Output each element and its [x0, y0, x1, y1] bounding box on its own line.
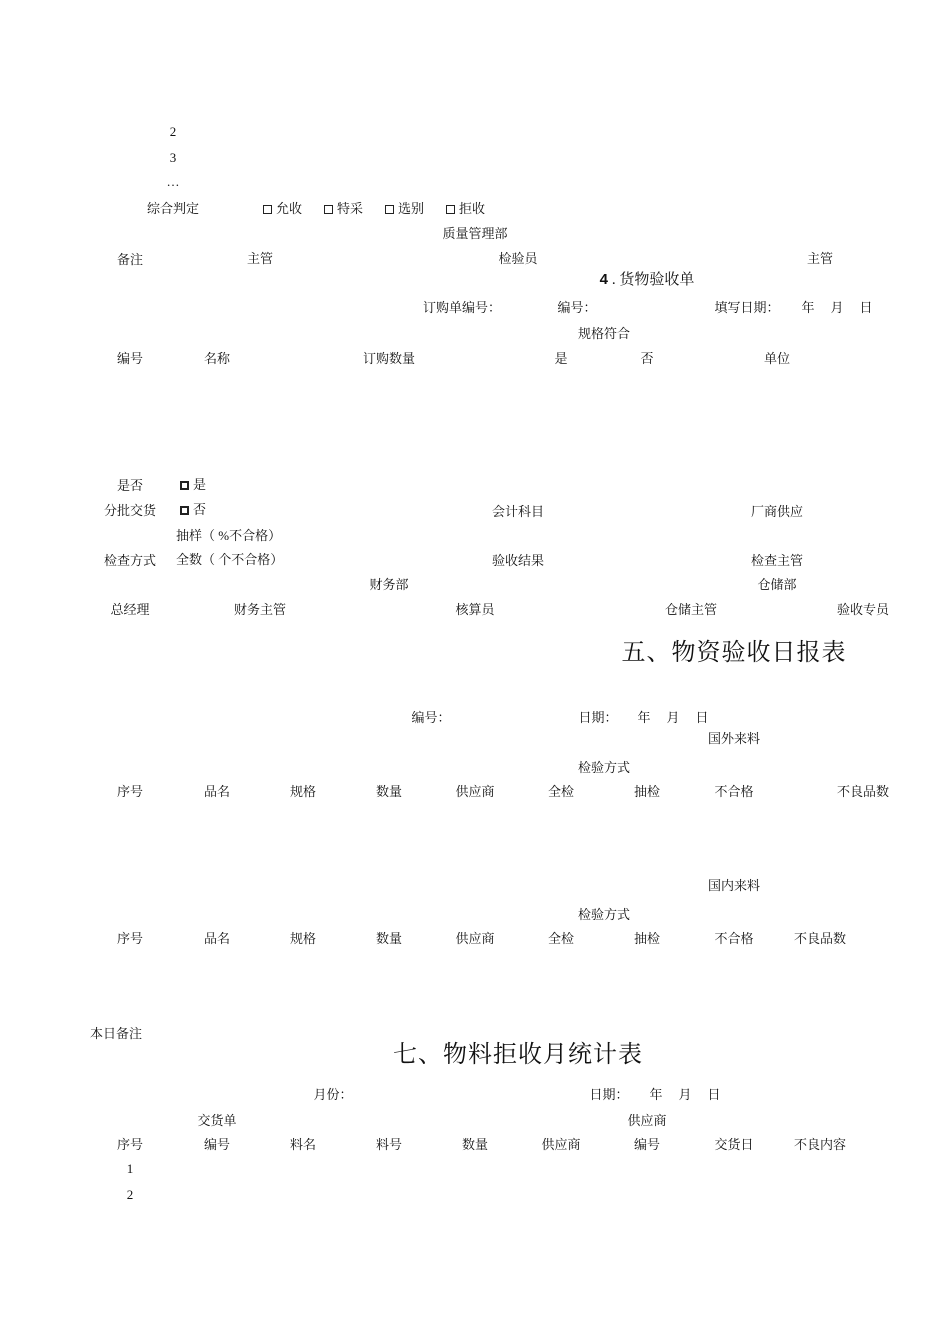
no-option[interactable]: 否	[180, 502, 206, 518]
stats-date-label: 日期：	[589, 1087, 629, 1102]
column-header: 料名	[289, 1137, 317, 1152]
column-header: 订购数量	[362, 351, 416, 366]
date-month: 月	[678, 1087, 692, 1102]
column-header: 否	[640, 351, 654, 366]
column-header: 序号	[116, 1137, 144, 1152]
form-number-label: 编号：	[557, 300, 597, 315]
column-header: 抽检	[633, 784, 661, 799]
option-special[interactable]: 特采	[324, 201, 363, 217]
date-month: 月	[666, 710, 680, 725]
signer-label: 仓储主管	[664, 602, 718, 617]
column-header: 编号	[116, 351, 144, 366]
date-month: 月	[830, 300, 844, 315]
column-header: 数量	[375, 784, 403, 799]
date-day: 日	[707, 1087, 721, 1102]
report-date-label: 日期：	[578, 710, 618, 725]
inspector-label: 检验员	[498, 251, 538, 266]
column-header: 交货日	[714, 1137, 754, 1152]
signer-label: 财务主管	[233, 602, 287, 617]
option-reject[interactable]: 拒收	[446, 201, 485, 217]
column-header: 不合格	[714, 931, 754, 946]
inspect-method-label: 检验方式	[577, 760, 631, 775]
section4-heading: 4 . 货物验收单	[599, 271, 695, 288]
column-header: 全检	[547, 931, 575, 946]
column-header: 不良内容	[793, 1137, 847, 1152]
date-day: 日	[859, 300, 873, 315]
date-year: 年	[637, 710, 651, 725]
full-count-label: 全数（ 个不合格）	[176, 552, 284, 567]
column-header: 序号	[116, 784, 144, 799]
section7-title: 七、物料拒收月统计表	[393, 1042, 643, 1068]
sampling-label: 抽样（ %不合格）	[176, 528, 282, 543]
column-header: 料号	[375, 1137, 403, 1152]
checkbox-icon[interactable]	[324, 205, 333, 214]
signer-label: 总经理	[110, 602, 150, 617]
signer-label: 验收专员	[836, 602, 890, 617]
section5-title: 五、物资验收日报表	[621, 640, 847, 666]
option-accept[interactable]: 允收	[263, 201, 302, 217]
warehouse-dept-label: 仓储部	[757, 577, 797, 592]
supplier-group-label: 供应商	[627, 1113, 667, 1128]
column-header: 全检	[547, 784, 575, 799]
supervisor-label: 主管	[246, 251, 274, 266]
column-header: 不合格	[714, 784, 754, 799]
table-row-number: 1	[126, 1161, 134, 1176]
column-header: 是	[554, 351, 568, 366]
remarks-label: 备注	[116, 252, 144, 267]
column-header: 不良品数	[793, 931, 847, 946]
account-subject-label: 会计科目	[491, 504, 545, 519]
judgment-options	[263, 201, 507, 217]
checkbox-icon[interactable]	[180, 506, 189, 515]
column-header: 品名	[203, 784, 231, 799]
inspect-supervisor-label: 检查主管	[750, 553, 804, 568]
month-label: 月份：	[313, 1087, 353, 1102]
column-header: 供应商	[455, 784, 495, 799]
column-header: 抽检	[633, 931, 661, 946]
fill-date-label: 填写日期：	[714, 300, 780, 315]
option-sort[interactable]: 选别	[385, 201, 424, 217]
date-year: 年	[649, 1087, 663, 1102]
foreign-material-label: 国外来料	[707, 731, 761, 746]
column-header: 数量	[375, 931, 403, 946]
yes-option[interactable]: 是	[180, 477, 206, 493]
column-header: 供应商	[541, 1137, 581, 1152]
finance-dept-label: 财务部	[369, 577, 409, 592]
table-row-number: 2	[126, 1187, 134, 1202]
spec-match-label: 规格符合	[577, 326, 631, 341]
checkbox-icon[interactable]	[263, 205, 272, 214]
checkbox-icon[interactable]	[446, 205, 455, 214]
section4-number: 4	[599, 271, 608, 288]
inspect-method-label: 检验方式	[577, 907, 631, 922]
daily-remarks-label: 本日备注	[90, 1026, 143, 1041]
column-header: 编号	[633, 1137, 661, 1152]
column-header: 供应商	[455, 931, 495, 946]
column-header: 不良品数	[836, 784, 890, 799]
delivery-note-label: 交货单	[197, 1113, 237, 1128]
section4-title: 货物验收单	[619, 272, 695, 288]
column-header: 编号	[203, 1137, 231, 1152]
inspect-method-label: 检查方式	[103, 553, 157, 568]
vendor-supply-label: 厂商供应	[750, 504, 804, 519]
date-year: 年	[801, 300, 815, 315]
po-number-label: 订购单编号：	[422, 300, 502, 315]
column-header: 数量	[461, 1137, 489, 1152]
column-header: 规格	[289, 784, 317, 799]
whether-label: 是否	[116, 478, 144, 493]
row-number: 3	[169, 150, 177, 165]
qc-dept-label: 质量管理部	[442, 226, 508, 241]
row-number: 2	[169, 124, 177, 139]
date-day: 日	[695, 710, 709, 725]
column-header: 名称	[203, 351, 231, 366]
signer-label: 核算员	[455, 602, 495, 617]
acceptance-result-label: 验收结果	[491, 553, 545, 568]
column-header: 序号	[116, 931, 144, 946]
domestic-material-label: 国内来料	[707, 878, 761, 893]
row-ellipsis: …	[166, 174, 180, 189]
batch-delivery-label: 分批交货	[103, 503, 157, 518]
checkbox-icon[interactable]	[385, 205, 394, 214]
column-header: 单位	[763, 351, 791, 366]
overall-judgment-label: 综合判定	[146, 201, 200, 216]
column-header: 规格	[289, 931, 317, 946]
checkbox-icon[interactable]	[180, 481, 189, 490]
report-number-label: 编号：	[411, 710, 451, 725]
column-header: 品名	[203, 931, 231, 946]
supervisor-label-2: 主管	[806, 251, 834, 266]
